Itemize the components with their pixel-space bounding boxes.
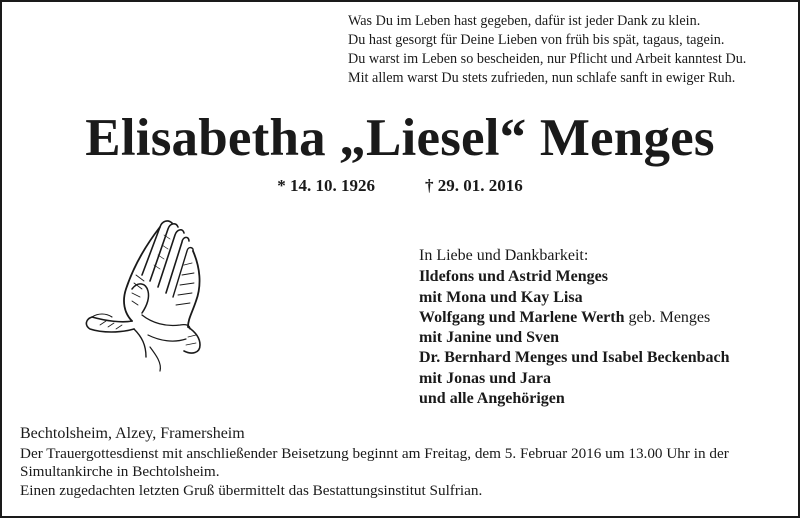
mourner-line	[419, 308, 794, 328]
places: Bechtolsheim, Alzey, Framersheim	[20, 425, 245, 442]
mourner-name: Ildefons und Astrid Menges	[419, 268, 608, 286]
mourner-note: geb. Menges	[624, 308, 711, 326]
death-date: † 29. 01. 2016	[425, 176, 523, 195]
mourner-name: Wolfgang und Marlene Werth	[419, 308, 625, 326]
funeral-info	[20, 425, 790, 500]
poem-line: Du hast gesorgt für Deine Lieben von früh bis spät, tagaus, tagein.	[348, 32, 725, 48]
mourners-intro: In Liebe und Dankbarkeit:	[419, 247, 589, 264]
mourner-name: mit Jonas und Jara	[419, 369, 552, 387]
mourners-list	[419, 246, 794, 409]
funeral-info-line: Einen zugedachten letzten Gruß übermittelt das Bestattungsinstitut Sulfrian.	[20, 481, 483, 499]
mourner-name: mit Janine und Sven	[419, 329, 560, 347]
mourner-name: und alle Angehörigen	[419, 390, 565, 408]
poem-line: Was Du im Leben hast gegeben, dafür ist jeder Dank zu klein.	[348, 13, 701, 29]
poem	[348, 12, 788, 88]
mourner-line	[419, 267, 794, 287]
funeral-info-line: Der Trauergottesdienst mit anschließender Beisetzung beginnt am Freitag, dem 5. Februar 2016 um 13.00 Uhr in der	[20, 444, 729, 462]
mourner-line	[419, 288, 794, 308]
poem-line: Du warst im Leben so bescheiden, nur Pflicht und Arbeit kanntest Du.	[348, 51, 747, 67]
mourner-name: Dr. Bernhard Menges und Isabel Beckenbach	[419, 349, 730, 367]
deceased-name: Elisabetha „Liesel“ Menges	[85, 109, 715, 167]
funeral-info-line: Simultankirche in Bechtolsheim.	[20, 463, 220, 480]
mourner-line	[419, 348, 794, 368]
mourner-line	[419, 328, 794, 348]
mourner-name: mit Mona und Kay Lisa	[419, 288, 583, 306]
mourner-line	[419, 369, 794, 389]
life-dates	[0, 176, 800, 196]
poem-line: Mit allem warst Du stets zufrieden, nun schlafe sanft in ewiger Ruh.	[348, 70, 736, 86]
birth-date: * 14. 10. 1926	[277, 176, 375, 195]
mourner-line	[419, 389, 794, 409]
praying-hands-icon	[76, 205, 216, 375]
